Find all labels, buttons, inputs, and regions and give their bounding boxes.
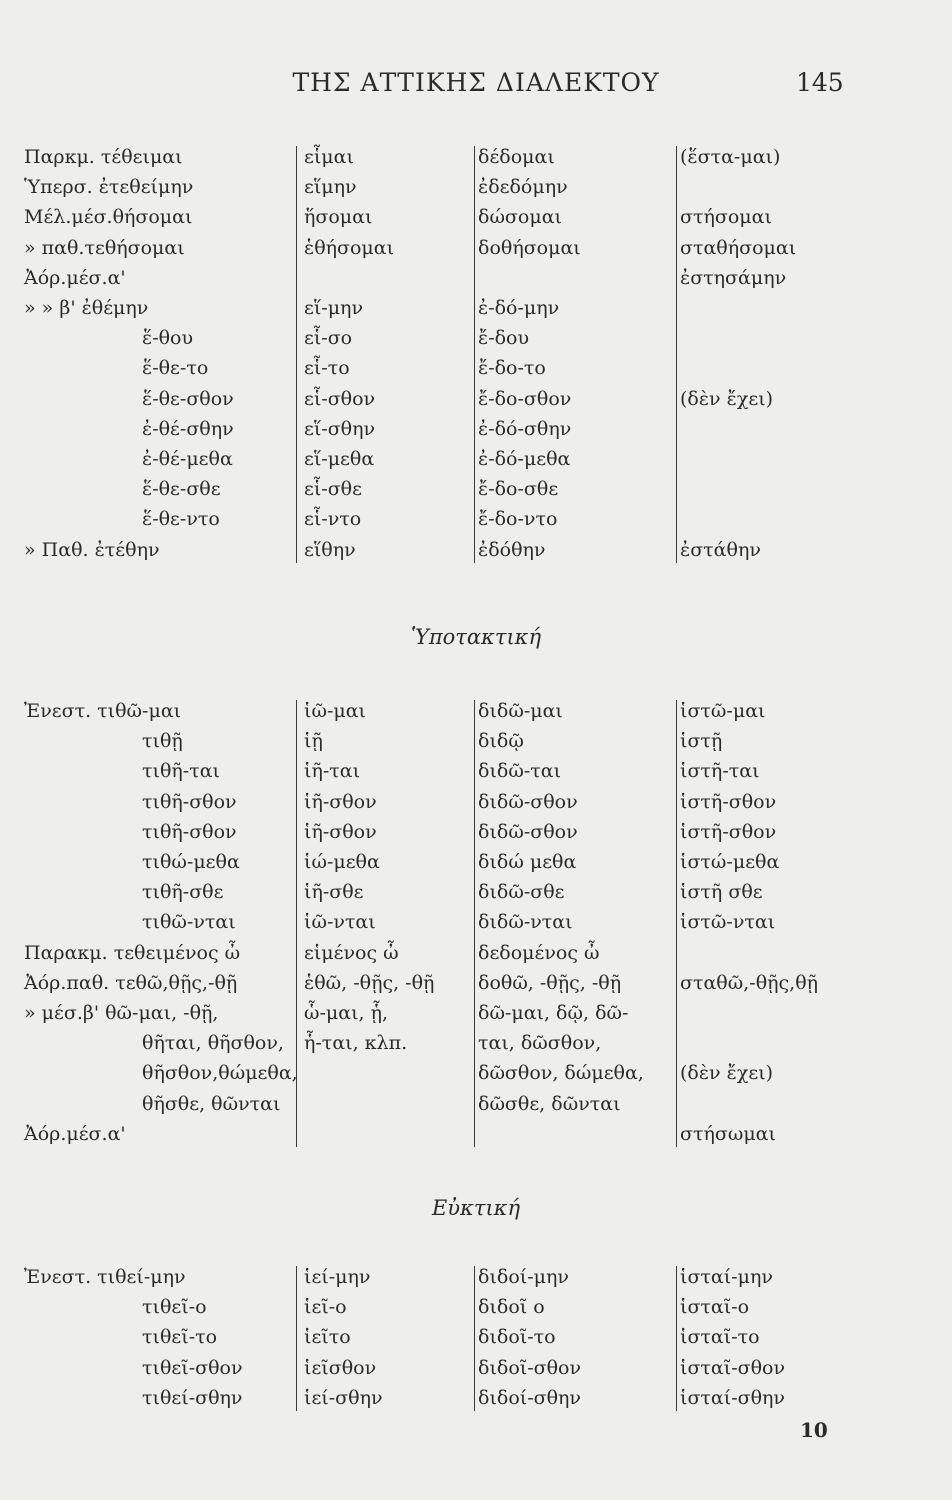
table-cell: σταθήσομαι xyxy=(680,236,797,259)
table-cell: ἑθήσομαι xyxy=(304,236,395,259)
table-row xyxy=(0,293,952,323)
table-cell: ται, δῶσθον, xyxy=(478,1032,602,1055)
table-cell: διδῷ xyxy=(478,730,524,753)
table-row xyxy=(0,474,952,504)
page-number: 145 xyxy=(796,68,844,97)
table-cell: ἔ-δο-το xyxy=(478,357,546,380)
table-cell: εἵμην xyxy=(304,176,357,199)
section-subtitle: Εὐκτική xyxy=(431,1196,521,1220)
table-cell: ἱστῶ-νται xyxy=(680,911,776,934)
table-cell: τιθῶ-νται xyxy=(142,911,236,934)
table-cell: δώσομαι xyxy=(478,206,562,229)
table-cell: τιθῆ-σθον xyxy=(142,820,237,843)
table-cell: εἷ-ντο xyxy=(304,508,362,531)
table-cell: Ἐνεστ. τιθῶ-μαι xyxy=(24,700,182,722)
table-row xyxy=(0,1089,952,1119)
table-cell: ἥσομαι xyxy=(304,206,373,229)
table-row xyxy=(0,384,952,414)
table-row xyxy=(0,938,952,968)
table-row xyxy=(0,233,952,263)
table-row xyxy=(0,756,952,786)
table-cell: ἱῇ xyxy=(304,730,323,753)
table-cell: δῶσθε, δῶνται xyxy=(478,1092,621,1115)
table-cell: διδοί-σθην xyxy=(478,1386,581,1409)
table-cell: ἐ-θέ-σθην xyxy=(142,417,234,440)
table-cell: τιθεῖ-το xyxy=(142,1326,218,1349)
table-cell: διδῶ-νται xyxy=(478,911,573,934)
table-cell: Παρκμ. τέθειμαι xyxy=(24,146,183,168)
table-cell: δοθῶ, -θῇς, -θῇ xyxy=(478,971,622,994)
table-cell: ἱσταῖ-σθον xyxy=(680,1356,786,1379)
table-cell: ἔ-δο-σθε xyxy=(478,478,559,501)
table-cell: διδοῖ-το xyxy=(478,1326,556,1349)
table-cell: ἱῆ-σθον xyxy=(304,820,377,843)
table-cell: ὧ-μαι, ᾗ, xyxy=(304,1002,389,1024)
table-cell: εἷ-το xyxy=(304,357,350,380)
table-cell: εἵθην xyxy=(304,538,356,561)
table-cell: σταθῶ,-θῇς,θῇ xyxy=(680,971,819,994)
table-row xyxy=(0,696,952,726)
table-cell: ἐ-θέ-μεθα xyxy=(142,448,233,470)
table-cell: διδῶ-σθον xyxy=(478,820,578,843)
table-cell: ἱσταῖ-το xyxy=(680,1326,760,1349)
table-cell: εἷ-σο xyxy=(304,327,353,350)
table-cell: τιθεί-σθην xyxy=(142,1386,243,1409)
table-row xyxy=(0,847,952,877)
table-row xyxy=(0,787,952,817)
table-cell: ἱστῆ-σθον xyxy=(680,820,777,843)
table-row xyxy=(0,907,952,937)
table-cell: ἱστῆ-σθον xyxy=(680,790,777,813)
signature-mark: 10 xyxy=(800,1418,828,1442)
table-cell: διδῶ-σθε xyxy=(478,881,565,904)
table-cell: (δὲν ἔχει) xyxy=(680,387,774,410)
table-cell: Ὑπερσ. ἐτεθείμην xyxy=(24,176,194,199)
table-cell: » παθ.τεθήσομαι xyxy=(24,236,185,259)
table-cell: εἷ-σθε xyxy=(304,478,362,501)
table-cell: δοθήσομαι xyxy=(478,236,581,259)
table-cell: ἐδεδόμην xyxy=(478,176,568,199)
table-cell: ἐ-δό-μεθα xyxy=(478,448,571,470)
table-row xyxy=(0,444,952,474)
table-cell: (ἕστα-μαι) xyxy=(680,146,781,168)
table-cell: ἱεῖ-ο xyxy=(304,1296,347,1319)
table-row xyxy=(0,202,952,232)
table-cell: ἔ-δο-ντο xyxy=(478,508,558,531)
table-cell: » μέσ.β' θῶ-μαι, -θῇ, xyxy=(24,1002,219,1024)
table-cell: ἱστῇ xyxy=(680,730,723,753)
table-cell: ἕ-θε-σθε xyxy=(142,478,221,501)
table-row xyxy=(0,1292,952,1322)
table-cell: ἱῆ-ται xyxy=(304,760,361,783)
table-cell: ἱσταῖ-ο xyxy=(680,1296,750,1319)
table-row xyxy=(0,142,952,172)
table-cell: ἱσταί-σθην xyxy=(680,1386,785,1409)
table-cell: Ἀόρ.μέσ.α' xyxy=(24,1122,126,1145)
table-row xyxy=(0,1028,952,1058)
table-cell: ἐδόθην xyxy=(478,538,546,561)
table-cell: εἱμένος ὦ xyxy=(304,941,399,964)
table-cell: τιθώ-μεθα xyxy=(142,851,240,873)
table-cell: ἱεῖσθον xyxy=(304,1356,377,1379)
table-cell: » » β' ἐθέμην xyxy=(24,297,149,319)
table-cell: εἷ-σθον xyxy=(304,387,376,410)
table-cell: ἔ-δο-σθον xyxy=(478,387,572,410)
table-cell: εἵ-μεθα xyxy=(304,448,375,470)
table-cell: διδοῖ-σθον xyxy=(478,1356,582,1379)
table-row xyxy=(0,172,952,202)
table-row xyxy=(0,535,952,565)
table-cell: ἱστῶ-μαι xyxy=(680,700,766,722)
table-cell: θῆσθον,θώμεθα, xyxy=(142,1062,298,1085)
table-cell: ἱστῆ-ται xyxy=(680,760,760,783)
table-cell: διδῶ-μαι xyxy=(478,700,563,722)
table-cell: διδοῖ ο xyxy=(478,1296,545,1319)
table-cell: εἵ-μην xyxy=(304,297,363,319)
table-cell: τιθῆ-σθον xyxy=(142,790,237,813)
table-row xyxy=(0,1119,952,1149)
table-cell: διδώ μεθα xyxy=(478,851,577,873)
table-cell: τιθεῖ-ο xyxy=(142,1296,207,1319)
table-cell: δέδομαι xyxy=(478,146,555,168)
page-header-title: ΤΗΣ ΑΤΤΙΚΗΣ ΔΙΑΛΕΚΤΟΥ xyxy=(292,68,660,97)
table-cell: ἔ-δου xyxy=(478,327,530,350)
table-cell: ἱσταί-μην xyxy=(680,1266,773,1288)
table-cell: Ἀόρ.μέσ.α' xyxy=(24,266,126,289)
table-cell: τιθεῖ-σθον xyxy=(142,1356,243,1379)
table-cell: ἧ-ται, κλπ. xyxy=(304,1032,408,1055)
table-cell: στήσομαι xyxy=(680,206,772,229)
table-cell: ἱστώ-μεθα xyxy=(680,851,780,873)
table-row xyxy=(0,998,952,1028)
table-cell: » Παθ. ἐτέθην xyxy=(24,538,160,561)
table-cell: διδῶ-σθον xyxy=(478,790,578,813)
table-cell: ἐστάθην xyxy=(680,538,761,561)
table-cell: θῆσθε, θῶνται xyxy=(142,1092,281,1115)
table-row xyxy=(0,1383,952,1413)
table-cell: ἐ-δό-σθην xyxy=(478,417,572,440)
table-cell: ἕ-θου xyxy=(142,327,194,350)
table-cell: ἕ-θε-σθον xyxy=(142,387,234,410)
table-row xyxy=(0,877,952,907)
table-cell: στήσωμαι xyxy=(680,1122,776,1145)
table-cell: ἐστησάμην xyxy=(680,266,787,289)
table-cell: ἱώ-μεθα xyxy=(304,851,380,873)
table-cell: Μέλ.μέσ.θήσομαι xyxy=(24,206,193,229)
table-cell: ἕ-θε-το xyxy=(142,357,209,380)
table-row xyxy=(0,968,952,998)
section-subtitle: Ὑποτακτική xyxy=(410,625,542,649)
table-row xyxy=(0,353,952,383)
table-row xyxy=(0,323,952,353)
table-cell: διδῶ-ται xyxy=(478,760,562,783)
table-cell: ἱεί-μην xyxy=(304,1266,371,1288)
table-row xyxy=(0,1058,952,1088)
table-cell: διδοί-μην xyxy=(478,1266,569,1288)
table-cell: δῶσθον, δώμεθα, xyxy=(478,1062,644,1085)
table-cell: δεδομένος ὦ xyxy=(478,941,600,964)
table-cell: ἐ-δό-μην xyxy=(478,297,560,319)
table-cell: τιθῆ-σθε xyxy=(142,881,224,904)
table-cell: ἱστῆ σθε xyxy=(680,881,763,904)
table-cell: ἱῶ-μαι xyxy=(304,700,366,722)
table-row xyxy=(0,1262,952,1292)
table-row xyxy=(0,1353,952,1383)
table-cell: Παρακμ. τεθειμένος ὦ xyxy=(24,941,241,964)
table-cell: (δὲν ἔχει) xyxy=(680,1062,774,1085)
table-cell: ἱῆ-σθον xyxy=(304,790,377,813)
table-cell: δῶ-μαι, δῷ, δῶ- xyxy=(478,1002,629,1024)
table-row xyxy=(0,414,952,444)
table-row xyxy=(0,817,952,847)
table-cell: τιθῆ-ται xyxy=(142,760,220,783)
table-row xyxy=(0,504,952,534)
table-cell: ἕ-θε-ντο xyxy=(142,508,220,531)
table-cell: ἑθῶ, -θῇς, -θῇ xyxy=(304,971,435,994)
table-cell: ἱῆ-σθε xyxy=(304,881,364,904)
table-cell: τιθῇ xyxy=(142,730,183,753)
table-cell: ἱεῖτο xyxy=(304,1326,351,1349)
table-cell: Ἀόρ.παθ. τεθῶ,θῇς,-θῇ xyxy=(24,971,238,994)
table-cell: Ἐνεστ. τιθεί-μην xyxy=(24,1266,186,1288)
table-row xyxy=(0,263,952,293)
table-cell: ἱῶ-νται xyxy=(304,911,376,934)
table-cell: ἱεί-σθην xyxy=(304,1386,383,1409)
table-row xyxy=(0,726,952,756)
table-cell: εἷμαι xyxy=(304,146,354,168)
table-row xyxy=(0,1322,952,1352)
table-cell: θῆται, θῆσθον, xyxy=(142,1032,284,1055)
table-cell: εἵ-σθην xyxy=(304,417,376,440)
